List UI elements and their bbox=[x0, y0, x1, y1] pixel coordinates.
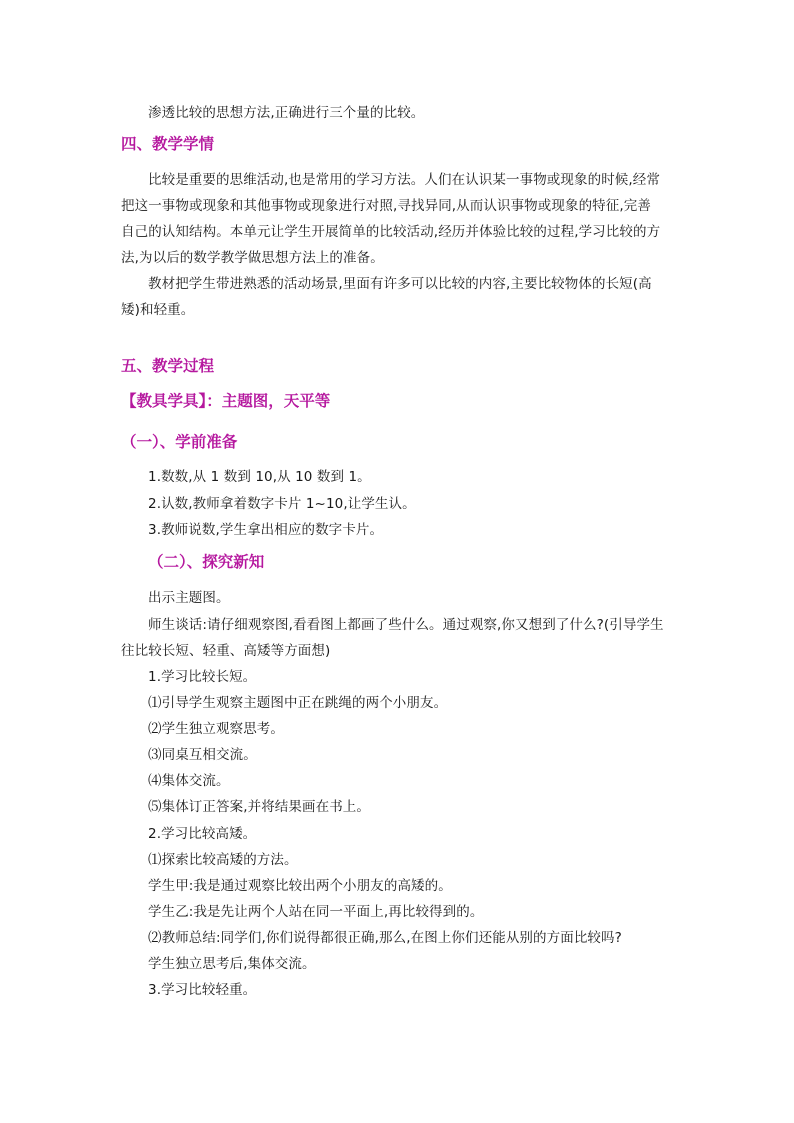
paragraph-line: ⑴引导学生观察主题图中正在跳绳的两个小朋友。 bbox=[148, 695, 448, 711]
subsection-heading-preparation: （一）、学前准备 bbox=[121, 433, 238, 451]
paragraph-line: 1.学习比较长短。 bbox=[148, 669, 257, 685]
paragraph-line: ⑵学生独立观察思考。 bbox=[148, 721, 284, 737]
paragraph-line: 出示主题图。 bbox=[148, 590, 230, 606]
section-heading-teaching-situation: 四、教学学情 bbox=[121, 135, 215, 153]
paragraph-line: 2.学习比较高矮。 bbox=[148, 826, 257, 842]
paragraph-line: 把这一事物或现象和其他事物或现象进行对照,寻找异同,从而认识事物或现象的特征,完善 bbox=[121, 198, 651, 214]
paragraph-line: 学生甲:我是通过观察比较出两个小朋友的高矮的。 bbox=[148, 878, 452, 894]
paragraph-line: 矮)和轻重。 bbox=[121, 302, 195, 318]
subsection-heading-explore: （二）、探究新知 bbox=[148, 553, 265, 571]
paragraph-line: 比较是重要的思维活动,也是常用的学习方法。人们在认识某一事物或现象的时候,经常 bbox=[148, 172, 660, 188]
paragraph-line: ⑷集体交流。 bbox=[148, 773, 230, 789]
paragraph-line: 学生乙:我是先让两个人站在同一平面上,再比较得到的。 bbox=[148, 904, 484, 920]
paragraph-line: 自己的认知结构。本单元让学生开展简单的比较活动,经历并体验比较的过程,学习比较的方 bbox=[121, 224, 661, 240]
paragraph-line: 3.学习比较轻重。 bbox=[148, 982, 257, 998]
tools-line: 【教具学具】：主题图，天平等 bbox=[121, 392, 331, 410]
paragraph-line: 师生谈话:请仔细观察图,看看图上都画了些什么。通过观察,你又想到了什么?(引导学生 bbox=[148, 617, 664, 633]
paragraph-line: ⑸集体订正答案,并将结果画在书上。 bbox=[148, 799, 370, 815]
intro-line: 渗透比较的思想方法,正确进行三个量的比较。 bbox=[148, 105, 425, 121]
paragraph-line: ⑶同桌互相交流。 bbox=[148, 747, 257, 763]
paragraph-line: ⑵教师总结:同学们,你们说得都很正确,那么,在图上你们还能从别的方面比较吗? bbox=[148, 930, 622, 946]
list-item: 1.数数,从 1 数到 10,从 10 数到 1。 bbox=[148, 469, 371, 485]
paragraph-line: 法,为以后的数学教学做思想方法上的准备。 bbox=[121, 250, 384, 266]
section-heading-teaching-process: 五、教学过程 bbox=[121, 357, 215, 375]
paragraph-line: 往比较长短、轻重、高矮等方面想) bbox=[121, 643, 331, 659]
paragraph-line: 教材把学生带进熟悉的活动场景,里面有许多可以比较的内容,主要比较物体的长短(高 bbox=[148, 276, 652, 292]
list-item: 3.教师说数,学生拿出相应的数字卡片。 bbox=[148, 522, 384, 538]
list-item: 2.认数,教师拿着数字卡片 1~10,让学生认。 bbox=[148, 496, 416, 512]
paragraph-line: 学生独立思考后,集体交流。 bbox=[148, 956, 316, 972]
paragraph-line: ⑴探索比较高矮的方法。 bbox=[148, 852, 298, 868]
